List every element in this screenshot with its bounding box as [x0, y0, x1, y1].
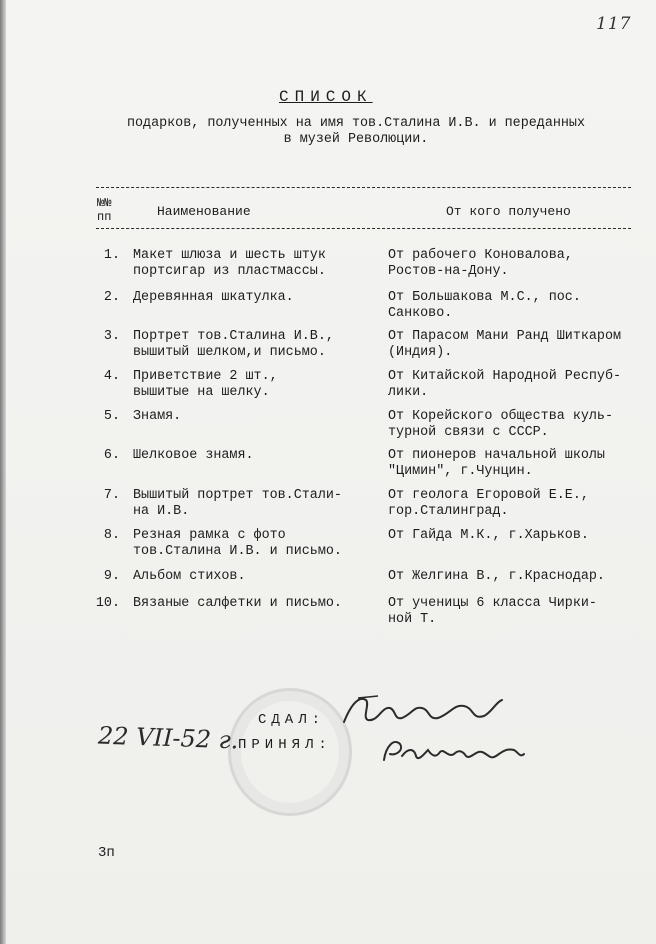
handed-over-label: СДАЛ: — [258, 712, 326, 728]
row-from: От Парасом Мани Ранд Шиткаром (Индия). — [388, 329, 622, 360]
row-number: 9. — [103, 569, 120, 584]
row-from: От геолога Егоровой Е.Е., гор.Сталинград. — [388, 488, 589, 519]
row-number: 6. — [103, 448, 120, 463]
received-label: ПРИНЯЛ: — [238, 737, 332, 753]
row-name: Портрет тов.Сталина И.В., вышитый шелком,и письмо. — [133, 329, 334, 360]
row-from: От Корейского общества куль- турной связи с СССР. — [388, 409, 613, 440]
row-from: От Гайда М.К., г.Харьков. — [388, 528, 589, 543]
footer-code: 3п — [98, 845, 115, 861]
received-signature — [378, 734, 528, 770]
document-subtitle: подарков, полученных на имя тов.Сталина И.В. и переданных в музей Революции. — [126, 116, 586, 147]
row-from: От Большакова М.С., пос. Санково. — [388, 290, 581, 321]
row-from: От ученицы 6 класса Чирки- ной Т. — [388, 596, 597, 627]
archive-page-number: 117 — [596, 14, 632, 34]
row-name: Знамя. — [133, 409, 182, 424]
row-name: Резная рамка с фото тов.Сталина И.В. и письмо. — [133, 528, 342, 559]
row-name: Альбом стихов. — [133, 569, 246, 584]
header-name: Наименование — [157, 204, 251, 219]
row-name: Вышитый портрет тов.Стали- на И.В. — [133, 488, 342, 519]
row-from: От рабочего Коновалова, Ростов-на-Дону. — [388, 248, 573, 279]
row-from: От Китайской Народной Респуб- лики. — [388, 369, 622, 400]
row-name: Макет шлюза и шесть штук портсигар из пластмассы. — [133, 248, 326, 279]
document-title: СПИСОК — [279, 88, 373, 106]
row-name: Деревянная шкатулка. — [133, 290, 294, 305]
row-number: 1. — [103, 248, 120, 263]
row-number: 8. — [103, 528, 120, 543]
header-from: От кого получено — [446, 204, 571, 219]
row-number: 5. — [103, 409, 120, 424]
row-number: 10. — [95, 596, 120, 611]
row-number: 3. — [103, 329, 120, 344]
row-name: Шелковое знамя. — [133, 448, 254, 463]
header-number: №№ пп — [97, 196, 112, 224]
row-number: 4. — [103, 369, 120, 384]
row-number: 7. — [103, 488, 120, 503]
handwritten-date: 22 VII-52 г. — [97, 721, 239, 755]
row-from: От пионеров начальной школы "Цимин", г.Чунцин. — [388, 448, 605, 479]
row-number: 2. — [103, 290, 120, 305]
row-name: Приветствие 2 шт., вышитые на шелку. — [133, 369, 278, 400]
handed-over-signature — [338, 692, 508, 732]
row-from: От Желгина В., г.Краснодар. — [388, 569, 605, 584]
row-name: Вязаные салфетки и письмо. — [133, 596, 342, 611]
